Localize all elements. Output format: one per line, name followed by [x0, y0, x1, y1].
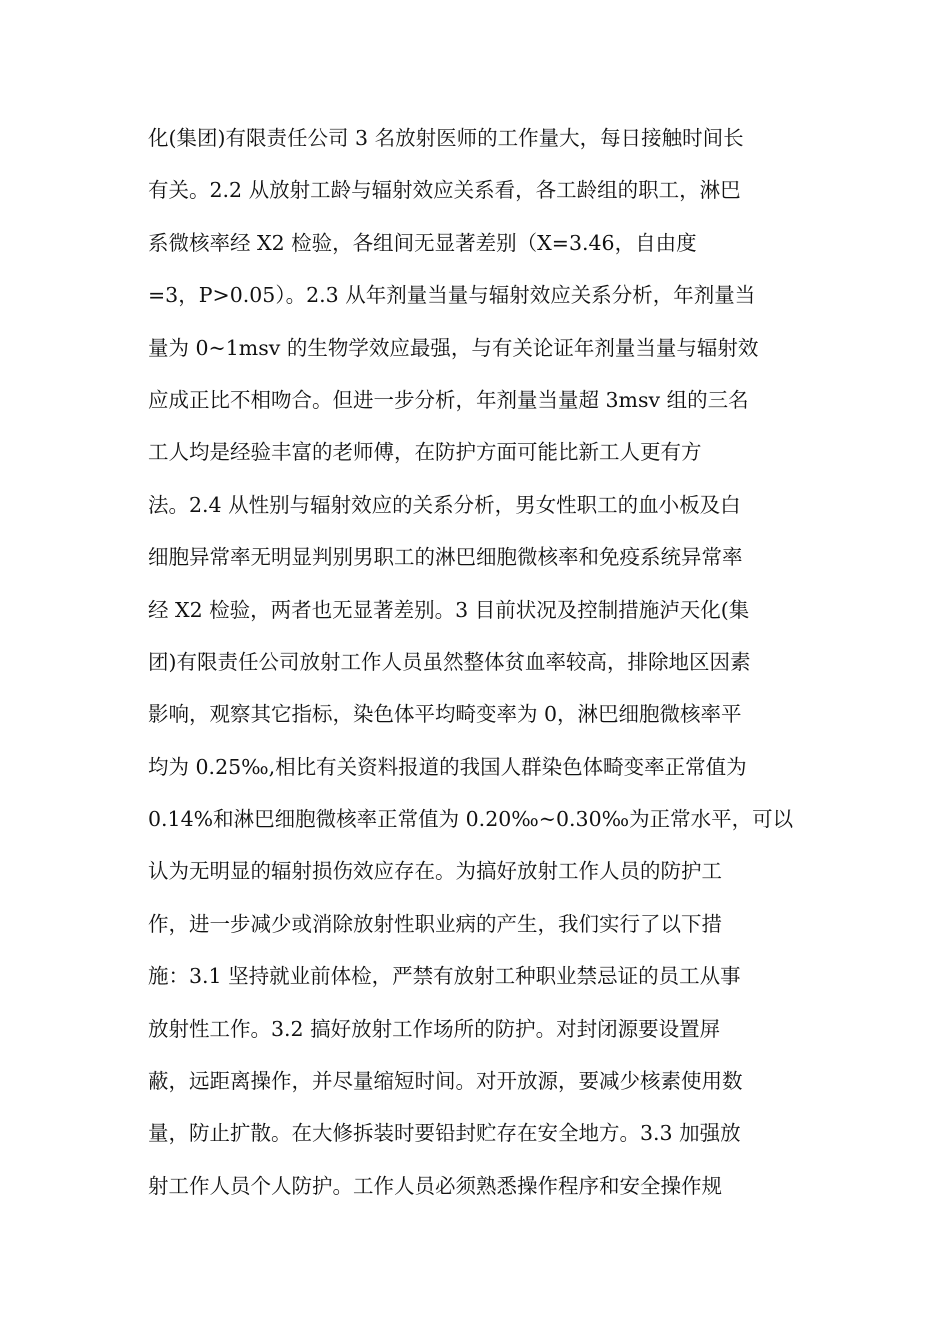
text-line: 经 X2 检验，两者也无显著差别。3 目前状况及控制措施泸天化(集	[148, 597, 750, 622]
text-line: =3，P>0.05）。2.3 从年剂量当量与辐射效应关系分析，年剂量当	[148, 283, 756, 308]
text-line: 工人均是经验丰富的老师傅，在防护方面可能比新工人更有方	[148, 440, 702, 465]
body-text	[148, 118, 808, 1218]
text-line: 作，进一步减少或消除放射性职业病的产生，我们实行了以下措	[148, 911, 722, 936]
text-line: 量为 0~1msv 的生物学效应最强，与有关论证年剂量当量与辐射效	[148, 335, 759, 360]
text-line: 有关。2.2 从放射工龄与辐射效应关系看，各工龄组的职工，淋巴	[148, 178, 741, 203]
text-line: 影响，观察其它指标，染色体平均畸变率为 0，淋巴细胞微核率平	[148, 702, 742, 727]
text-line: 量，防止扩散。在大修拆装时要铅封贮存在安全地方。3.3 加强放	[148, 1121, 741, 1146]
text-line: 系微核率经 X2 检验，各组间无显著差别（X=3.46，自由度	[148, 230, 697, 255]
text-line: 0.14%和淋巴细胞微核率正常值为 0.20‰~0.30‰为正常水平，可以	[148, 807, 794, 832]
text-line: 放射性工作。3.2 搞好放射工作场所的防护。对封闭源要设置屏	[148, 1016, 721, 1041]
text-line: 细胞异常率无明显判别男职工的淋巴细胞微核率和免疫系统异常率	[148, 545, 743, 570]
text-line: 施：3.1 坚持就业前体检，严禁有放射工种职业禁忌证的员工从事	[148, 964, 741, 989]
text-line: 蔽，远距离操作，并尽量缩短时间。对开放源，要减少核素使用数	[148, 1069, 743, 1094]
text-line: 射工作人员个人防护。工作人员必须熟悉操作程序和安全操作规	[148, 1173, 722, 1198]
text-line: 均为 0.25‰,相比有关资料报道的我国人群染色体畸变率正常值为	[148, 754, 747, 779]
text-line: 应成正比不相吻合。但进一步分析，年剂量当量超 3msv 组的三名	[148, 387, 749, 412]
text-line: 团)有限责任公司放射工作人员虽然整体贫血率较高，排除地区因素	[148, 649, 751, 674]
text-line: 法。2.4 从性别与辐射效应的关系分析，男女性职工的血小板及白	[148, 492, 741, 517]
text-line: 认为无明显的辐射损伤效应存在。为搞好放射工作人员的防护工	[148, 859, 722, 884]
text-line: 化(集团)有限责任公司 3 名放射医师的工作量大，每日接触时间长	[148, 126, 744, 150]
